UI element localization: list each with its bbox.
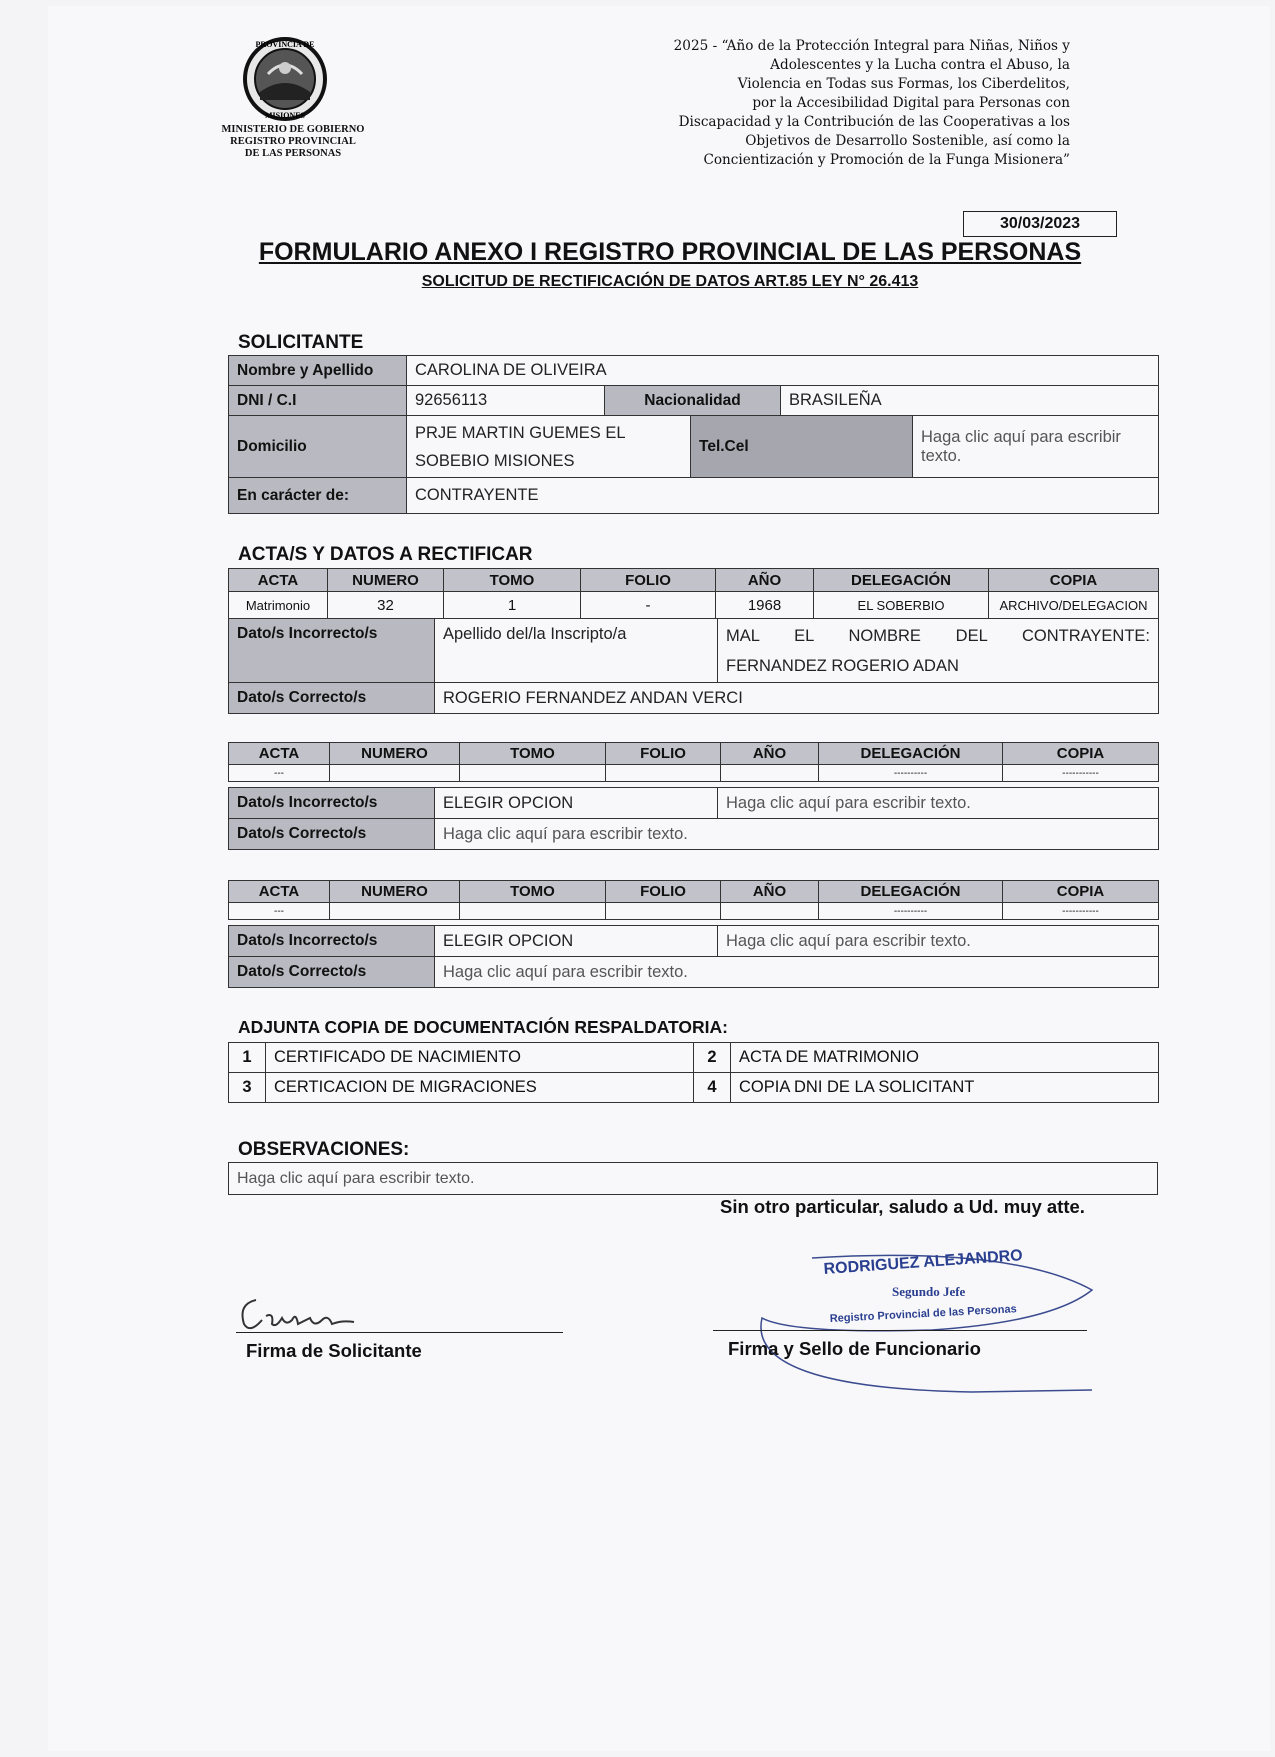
label-nacionalidad: Nacionalidad (605, 386, 781, 416)
observaciones-table (228, 1162, 1158, 1195)
col-folio: FOLIO (606, 743, 721, 765)
domicilio-field[interactable] (407, 416, 691, 478)
motto-line: por la Accesibilidad Digital para Personas con (752, 95, 1070, 111)
applicant-signature-text: Carolina (376, 1338, 380, 1339)
acta-cell[interactable]: --- (229, 903, 330, 920)
acta-cell[interactable]: --- (229, 765, 330, 782)
col-folio: FOLIO (581, 569, 716, 592)
applicant-signature-line (236, 1332, 563, 1333)
doc-item[interactable]: CERTIFICADO DE NACIMIENTO (266, 1043, 694, 1073)
ministry-line: DE LAS PERSONAS (244, 148, 342, 159)
anio-cell[interactable] (721, 765, 819, 782)
col-numero: NUMERO (328, 569, 444, 592)
doc-number: 1 (229, 1043, 266, 1073)
documentation-table (228, 1042, 1159, 1103)
section-solicitante: SOLICITANTE (238, 332, 364, 353)
col-numero: NUMERO (330, 881, 460, 903)
col-tomo: TOMO (444, 569, 581, 592)
doc-item[interactable]: CERTICACION DE MIGRACIONES (266, 1073, 694, 1103)
col-copia: COPIA (1003, 881, 1159, 903)
motto-line: Adolescentes y la Lucha contra el Abuso, la (770, 57, 1070, 73)
doc-number: 2 (694, 1043, 731, 1073)
doc-item[interactable]: COPIA DNI DE LA SOLICITANT (731, 1073, 1159, 1103)
doc-item[interactable]: ACTA DE MATRIMONIO (731, 1043, 1159, 1073)
numero-cell[interactable] (330, 765, 460, 782)
doc-number: 4 (694, 1073, 731, 1103)
tomo-cell[interactable]: 1 (444, 592, 581, 619)
official-stamp (752, 1238, 1112, 1398)
col-numero: NUMERO (330, 743, 460, 765)
nacionalidad-field[interactable]: BRASILEÑA (781, 386, 1159, 416)
col-delegacion: DELEGACIÓN (819, 743, 1003, 765)
label-incorrect: Dato/s Incorrecto/s (229, 619, 435, 683)
label-caracter: En carácter de: (229, 478, 407, 514)
motto-line: Violencia en Todas sus Formas, los Ciberdelitos, (737, 76, 1070, 92)
col-acta: ACTA (229, 569, 328, 592)
acta-cell[interactable]: Matrimonio (229, 592, 328, 619)
form-title: FORMULARIO ANEXO I REGISTRO PROVINCIAL DE LAS PERSONAS (258, 238, 1082, 266)
applicant-signature-label: Firma de Solicitante (246, 1340, 422, 1361)
stamp-title: Segundo Jefe (892, 1284, 966, 1299)
motto-line: Concientización y Promoción de la Funga Misionera” (703, 152, 1070, 168)
doc-number: 3 (229, 1073, 266, 1103)
acta-header-table (228, 568, 1159, 619)
copia-cell[interactable]: ----------- (1003, 903, 1159, 920)
nombre-field[interactable]: CAROLINA DE OLIVEIRA (407, 356, 1159, 386)
date-field[interactable]: 30/03/2023 (963, 211, 1117, 237)
seal-bottom-text: MISIONES (264, 111, 306, 120)
section-documentacion: ADJUNTA COPIA DE DOCUMENTACIÓN RESPALDATORIA: (238, 1017, 728, 1037)
acta-header-table (228, 742, 1159, 782)
label-dni: DNI / C.I (229, 386, 407, 416)
label-correct: Dato/s Correcto/s (229, 957, 435, 988)
section-actas: ACTA/S Y DATOS A RECTIFICAR (238, 544, 533, 565)
col-acta: ACTA (229, 743, 330, 765)
motto-line: 2025 - “Año de la Protección Integral para Niñas, Niños y (673, 38, 1070, 54)
form-subtitle: SOLICITUD DE RECTIFICACIÓN DE DATOS ART.85 LEY N° 26.413 (421, 273, 919, 290)
correct-field[interactable]: ROGERIO FERNANDEZ ANDAN VERCI (435, 683, 1159, 714)
stamp-name: RODRIGUEZ ALEJANDRO (823, 1247, 1024, 1278)
folio-cell[interactable] (606, 765, 721, 782)
numero-cell[interactable]: 32 (328, 592, 444, 619)
observaciones-field[interactable]: Haga clic aquí para escribir texto. (229, 1163, 1158, 1195)
correct-field[interactable]: Haga clic aquí para escribir texto. (435, 957, 1159, 988)
col-anio: AÑO (721, 743, 819, 765)
acta-data-table (228, 618, 1159, 714)
label-incorrect: Dato/s Incorrecto/s (229, 788, 435, 819)
delegacion-cell[interactable]: ---------- (819, 765, 1003, 782)
correct-field[interactable]: Haga clic aquí para escribir texto. (435, 819, 1159, 850)
incorrect-field-select[interactable]: ELEGIR OPCION (435, 788, 718, 819)
incorrect-field-select[interactable]: ELEGIR OPCION (435, 926, 718, 957)
copia-cell[interactable]: ----------- (1003, 765, 1159, 782)
label-correct: Dato/s Correcto/s (229, 819, 435, 850)
caracter-field[interactable]: CONTRAYENTE (407, 478, 1159, 514)
folio-cell[interactable] (606, 903, 721, 920)
incorrect-detail-line: FERNANDEZ ROGERIO ADAN (726, 656, 959, 675)
label-domicilio: Domicilio (229, 416, 407, 478)
motto-line: Objetivos de Desarrollo Sostenible, así como la (745, 133, 1070, 149)
label-incorrect: Dato/s Incorrecto/s (229, 926, 435, 957)
col-delegacion: DELEGACIÓN (819, 881, 1003, 903)
motto-line: Discapacidad y la Contribución de las Cooperativas a los (678, 114, 1070, 130)
label-nombre: Nombre y Apellido (229, 356, 407, 386)
col-copia: COPIA (989, 569, 1159, 592)
closing-text: Sin otro particular, saludo a Ud. muy atte. (720, 1196, 1085, 1217)
form-sheet (48, 6, 1270, 1751)
label-telcel: Tel.Cel (691, 416, 913, 478)
anio-cell[interactable] (721, 903, 819, 920)
folio-cell[interactable]: - (581, 592, 716, 619)
col-tomo: TOMO (460, 881, 606, 903)
col-tomo: TOMO (460, 743, 606, 765)
official-signature-label: Firma y Sello de Funcionario (728, 1338, 981, 1359)
copia-cell[interactable]: ARCHIVO/DELEGACION (989, 592, 1159, 619)
ministry-line: REGISTRO PROVINCIAL (230, 136, 356, 147)
numero-cell[interactable] (330, 903, 460, 920)
col-anio: AÑO (721, 881, 819, 903)
incorrect-field-select[interactable]: Apellido del/la Inscripto/a (435, 619, 718, 683)
ministry-line: MINISTERIO DE GOBIERNO (221, 124, 365, 135)
incorrect-detail-line: MAL EL NOMBRE DEL CONTRAYENTE: (726, 626, 1150, 645)
col-anio: AÑO (716, 569, 814, 592)
incorrect-detail-field[interactable]: Haga clic aquí para escribir texto. (718, 926, 1159, 957)
delegacion-cell[interactable]: EL SOBERBIO (814, 592, 989, 619)
seal-top-text: PROVINCIA DE (255, 40, 315, 49)
incorrect-detail-field[interactable]: Haga clic aquí para escribir texto. (718, 788, 1159, 819)
incorrect-detail-field[interactable] (718, 619, 1159, 683)
ministry-name (208, 124, 378, 160)
tomo-cell[interactable] (460, 903, 606, 920)
domicilio-line: SOBEBIO MISIONES (415, 451, 575, 470)
telcel-field[interactable]: Haga clic aquí para escribir texto. (913, 416, 1159, 478)
tomo-cell[interactable] (460, 765, 606, 782)
delegacion-cell[interactable]: ---------- (819, 903, 1003, 920)
col-acta: ACTA (229, 881, 330, 903)
anio-cell[interactable]: 1968 (716, 592, 814, 619)
year-motto (560, 37, 1070, 170)
col-copia: COPIA (1003, 743, 1159, 765)
stamp-office: Registro Provincial de las Personas (829, 1303, 1017, 1325)
solicitante-table (228, 355, 1159, 514)
domicilio-line: PRJE MARTIN GUEMES EL (415, 423, 626, 442)
dni-field[interactable]: 92656113 (407, 386, 605, 416)
section-observaciones: OBSERVACIONES: (238, 1139, 410, 1160)
label-correct: Dato/s Correcto/s (229, 683, 435, 714)
province-seal-logo (240, 34, 330, 124)
acta-data-table (228, 787, 1159, 850)
acta-data-table (228, 925, 1159, 988)
col-folio: FOLIO (606, 881, 721, 903)
acta-header-table (228, 880, 1159, 920)
official-signature-line (713, 1330, 1087, 1331)
col-delegacion: DELEGACIÓN (814, 569, 989, 592)
